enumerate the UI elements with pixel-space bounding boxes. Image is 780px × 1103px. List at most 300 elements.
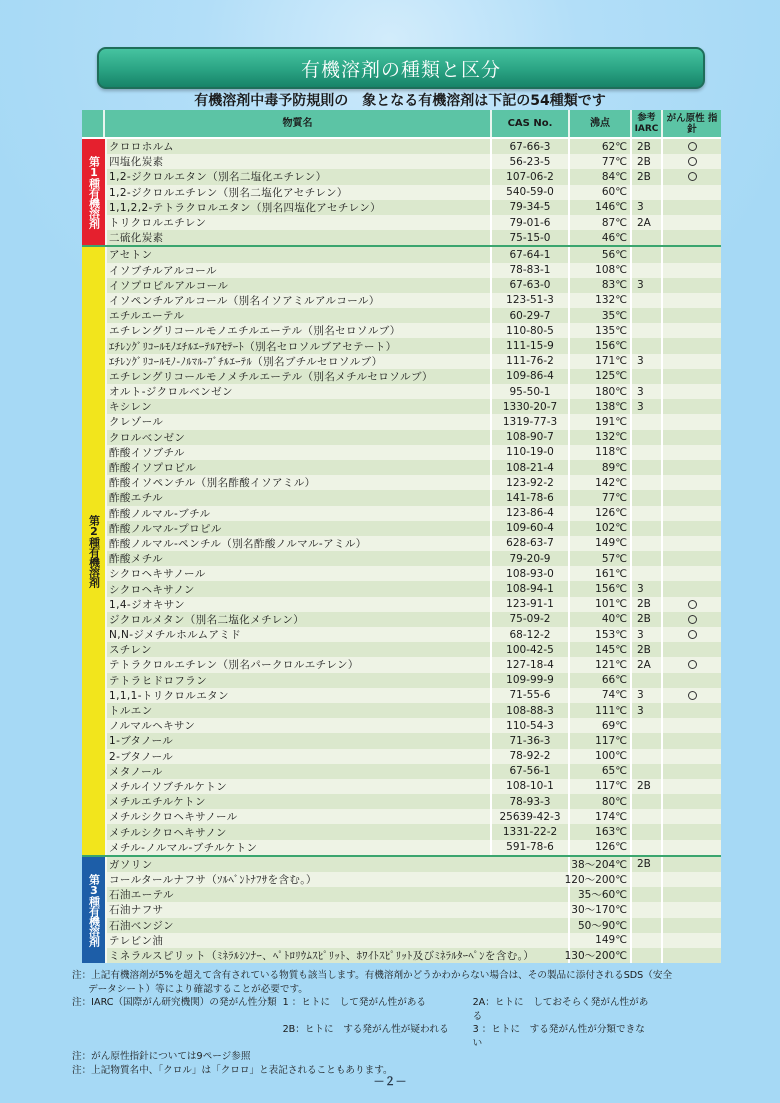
boiling-point: 126℃ — [570, 840, 632, 855]
table-row — [107, 430, 721, 445]
table-row — [107, 857, 721, 872]
guideline-cell — [663, 551, 721, 566]
substance-name: メチルシクロヘキサノン — [107, 824, 492, 839]
guideline-cell — [663, 657, 721, 672]
substance-name: 1,1,1-トリクロルエタン — [107, 688, 492, 703]
guideline-cell — [663, 824, 721, 839]
boiling-point: 83℃ — [570, 278, 632, 293]
guideline-cell — [663, 490, 721, 505]
boiling-point: 132℃ — [570, 293, 632, 308]
substance-name: 酢酸イソペンチル（別名酢酸イソアミル） — [107, 475, 492, 490]
cas-number: 123-91-1 — [492, 597, 570, 612]
guideline-cell — [663, 475, 721, 490]
substance-name: 石油ベンジン — [107, 918, 570, 933]
iarc-class — [632, 521, 663, 536]
substance-name: オルト-ジクロルベンゼン — [107, 384, 492, 399]
cas-number: 67-64-1 — [492, 247, 570, 262]
cas-number: 111-76-2 — [492, 354, 570, 369]
guideline-cell — [663, 673, 721, 688]
guideline-cell — [663, 902, 721, 917]
substance-name: 2-ブタノール — [107, 749, 492, 764]
header-cas: CAS No. — [492, 110, 570, 137]
iarc-class — [632, 840, 663, 855]
substance-name: ミネラルスピリット（ﾐﾈﾗﾙｼﾝﾅｰ、ﾍﾟﾄﾛﾘｳﾑｽﾋﾟﾘｯﾄ、ﾎﾜｲﾄｽﾋﾟﾘｯﾄ及びﾐﾈﾗﾙﾀｰﾍﾟﾝを含む。） — [107, 948, 570, 963]
boiling-point: 69℃ — [570, 718, 632, 733]
table-row — [107, 733, 721, 748]
guideline-cell — [663, 247, 721, 262]
header-guideline: がん原性 指針 — [666, 112, 718, 135]
cas-number: 108-90-7 — [492, 430, 570, 445]
table-row — [107, 824, 721, 839]
cas-number: 108-21-4 — [492, 460, 570, 475]
cas-number: 109-99-9 — [492, 673, 570, 688]
substance-name: シクロヘキサノン — [107, 581, 492, 596]
category-label: 第1種有機溶剤 — [82, 139, 105, 245]
boiling-point: 38～204℃ — [570, 857, 632, 872]
cas-number: 100-42-5 — [492, 642, 570, 657]
guideline-cell — [663, 597, 721, 612]
table-row — [107, 323, 721, 338]
substance-name: メタノール — [107, 764, 492, 779]
iarc-class — [632, 460, 663, 475]
substance-name: イソプロピルアルコール — [107, 278, 492, 293]
boiling-point: 50～90℃ — [570, 918, 632, 933]
iarc-class — [632, 506, 663, 521]
boiling-point: 117℃ — [570, 779, 632, 794]
table-row — [107, 551, 721, 566]
substance-name: コールタールナフサ（ｿﾙﾍﾞﾝﾄﾅﾌｻを含む。） — [107, 872, 570, 887]
iarc-class — [632, 475, 663, 490]
category-label: 第2種有機溶剤 — [82, 247, 105, 855]
boiling-point: 101℃ — [570, 597, 632, 612]
table-row — [107, 384, 721, 399]
iarc-class — [632, 733, 663, 748]
table-row — [107, 369, 721, 384]
iarc-class — [632, 902, 663, 917]
boiling-point: 117℃ — [570, 733, 632, 748]
page-number: －２－ — [373, 1075, 407, 1088]
solvent-group-3 — [82, 855, 721, 963]
boiling-point: 80℃ — [570, 794, 632, 809]
boiling-point: 156℃ — [570, 581, 632, 596]
boiling-point: 74℃ — [570, 688, 632, 703]
table-row — [107, 597, 721, 612]
circle-mark-icon — [688, 600, 697, 609]
table-row — [107, 764, 721, 779]
table-row — [107, 642, 721, 657]
iarc-class — [632, 293, 663, 308]
table-row — [107, 688, 721, 703]
circle-mark-icon — [688, 142, 697, 151]
substance-name: クレゾール — [107, 414, 492, 429]
guideline-cell — [663, 200, 721, 215]
title-banner — [97, 47, 705, 89]
table-row — [107, 948, 721, 963]
boiling-point: 174℃ — [570, 809, 632, 824]
cas-number: 591-78-6 — [492, 840, 570, 855]
iarc-class — [632, 308, 663, 323]
iarc-class — [632, 430, 663, 445]
guideline-cell — [663, 536, 721, 551]
cas-number: 95-50-1 — [492, 384, 570, 399]
substance-name: 1,2-ジクロルエチレン（別名二塩化アセチレン） — [107, 185, 492, 200]
boiling-point: 40℃ — [570, 612, 632, 627]
boiling-point: 60℃ — [570, 185, 632, 200]
table-body — [82, 139, 721, 963]
boiling-point: 130～200℃ — [570, 948, 632, 963]
substance-name: N,N-ジメチルホルムアミド — [107, 627, 492, 642]
substance-name: ジクロルメタン（別名二塩化メチレン） — [107, 612, 492, 627]
cas-number: 78-83-1 — [492, 263, 570, 278]
header-boiling-point: 沸点 — [570, 110, 632, 137]
iarc-class — [632, 872, 663, 887]
table-row — [107, 703, 721, 718]
substance-name: メチルイソブチルケトン — [107, 779, 492, 794]
substance-name: 1,4-ジオキサン — [107, 597, 492, 612]
group-rows — [107, 247, 721, 855]
cas-number: 1331-22-2 — [492, 824, 570, 839]
table-row — [107, 169, 721, 184]
guideline-cell — [663, 521, 721, 536]
notes — [72, 969, 752, 1077]
iarc-class-2a: 2A：ヒトに しておそらく発がん性がある — [472, 997, 649, 1022]
table-row — [107, 536, 721, 551]
cas-number: 127-18-4 — [492, 657, 570, 672]
boiling-point: 102℃ — [570, 521, 632, 536]
table-row — [107, 230, 721, 245]
iarc-class — [632, 369, 663, 384]
iarc-class — [632, 323, 663, 338]
iarc-class: 2A — [632, 657, 663, 672]
table-row — [107, 566, 721, 581]
boiling-point: 77℃ — [570, 490, 632, 505]
boiling-point: 100℃ — [570, 749, 632, 764]
iarc-class — [632, 718, 663, 733]
guideline-cell — [663, 460, 721, 475]
guideline-cell — [663, 323, 721, 338]
table-row — [107, 475, 721, 490]
boiling-point: 84℃ — [570, 169, 632, 184]
cas-number: 110-19-0 — [492, 445, 570, 460]
iarc-class: 3 — [632, 688, 663, 703]
guideline-cell — [663, 414, 721, 429]
guideline-cell — [663, 338, 721, 353]
guideline-cell — [663, 399, 721, 414]
table-row — [107, 460, 721, 475]
iarc-class — [632, 673, 663, 688]
cas-number: 108-88-3 — [492, 703, 570, 718]
header-name: 物質名 — [105, 110, 492, 137]
guideline-cell — [663, 703, 721, 718]
cas-number: 71-36-3 — [492, 733, 570, 748]
guideline-cell — [663, 809, 721, 824]
iarc-class — [632, 338, 663, 353]
guideline-cell — [663, 948, 721, 963]
substance-name: 1-ブタノール — [107, 733, 492, 748]
table-row — [107, 749, 721, 764]
iarc-class — [632, 566, 663, 581]
table-row — [107, 399, 721, 414]
cas-number: 628-63-7 — [492, 536, 570, 551]
guideline-cell — [663, 139, 721, 154]
boiling-point: 65℃ — [570, 764, 632, 779]
table-row — [107, 809, 721, 824]
cas-number: 1330-20-7 — [492, 399, 570, 414]
boiling-point: 146℃ — [570, 200, 632, 215]
guideline-cell — [663, 230, 721, 245]
table-row — [107, 902, 721, 917]
iarc-class — [632, 536, 663, 551]
boiling-point: 161℃ — [570, 566, 632, 581]
header-category — [82, 110, 105, 137]
iarc-class — [632, 185, 663, 200]
circle-mark-icon — [688, 660, 697, 669]
boiling-point: 138℃ — [570, 399, 632, 414]
boiling-point: 132℃ — [570, 430, 632, 445]
substance-name: テトラヒドロフラン — [107, 673, 492, 688]
table-row — [107, 263, 721, 278]
table-row — [107, 840, 721, 855]
table-row — [107, 354, 721, 369]
cas-number: 108-94-1 — [492, 581, 570, 596]
guideline-cell — [663, 718, 721, 733]
substance-name: ノルマルヘキサン — [107, 718, 492, 733]
cas-number: 79-34-5 — [492, 200, 570, 215]
iarc-class — [632, 263, 663, 278]
cas-number: 107-06-2 — [492, 169, 570, 184]
substance-name: アセトン — [107, 247, 492, 262]
substance-name: トルエン — [107, 703, 492, 718]
substance-name: クロロホルム — [107, 139, 492, 154]
cas-number: 67-63-0 — [492, 278, 570, 293]
substance-name: 酢酸ノルマル-プロピル — [107, 521, 492, 536]
boiling-point: 125℃ — [570, 369, 632, 384]
guideline-cell — [663, 688, 721, 703]
table-row — [107, 215, 721, 230]
cas-number: 78-92-2 — [492, 749, 570, 764]
iarc-class-2b: 2B：ヒトに する発がん性が疑われる — [282, 1024, 449, 1035]
table-row — [107, 887, 721, 902]
header-iarc: 参考 IARC — [632, 110, 663, 137]
guideline-cell — [663, 887, 721, 902]
table-row — [107, 933, 721, 948]
note-sds-cont: データシート）等により確認することが必要です。 — [88, 983, 308, 995]
cas-number: 109-60-4 — [492, 521, 570, 536]
table-row — [107, 293, 721, 308]
table-row — [107, 718, 721, 733]
guideline-cell — [663, 581, 721, 596]
guideline-cell — [663, 918, 721, 933]
circle-mark-icon — [688, 157, 697, 166]
substance-name: シクロヘキサノール — [107, 566, 492, 581]
guideline-cell — [663, 278, 721, 293]
substance-name: エチレングリコールモノエチルエーテル（別名セロソルブ） — [107, 323, 492, 338]
iarc-class — [632, 918, 663, 933]
cas-number: 67-66-3 — [492, 139, 570, 154]
cas-number: 123-92-2 — [492, 475, 570, 490]
subtitle: 有機溶剤中毒予防規則の 象となる有機溶剤は下記の54種類です — [194, 93, 606, 109]
iarc-class: 3 — [632, 278, 663, 293]
substance-name: 酢酸ノルマル-ブチル — [107, 506, 492, 521]
guideline-cell — [663, 384, 721, 399]
boiling-point: 56℃ — [570, 247, 632, 262]
cas-number: 79-20-9 — [492, 551, 570, 566]
guideline-cell — [663, 430, 721, 445]
boiling-point: 156℃ — [570, 338, 632, 353]
iarc-class: 3 — [632, 399, 663, 414]
substance-name: テトラクロルエチレン（別名パークロルエチレン） — [107, 657, 492, 672]
cas-number: 108-93-0 — [492, 566, 570, 581]
cas-number: 75-09-2 — [492, 612, 570, 627]
guideline-cell — [663, 794, 721, 809]
table-row — [107, 918, 721, 933]
substance-name: イソブチルアルコール — [107, 263, 492, 278]
iarc-class: 2B — [632, 597, 663, 612]
table-row — [107, 612, 721, 627]
iarc-class: 2B — [632, 779, 663, 794]
iarc-classification-grid — [283, 996, 653, 1050]
boiling-point: 46℃ — [570, 230, 632, 245]
guideline-cell — [663, 154, 721, 169]
boiling-point: 191℃ — [570, 414, 632, 429]
iarc-class — [632, 445, 663, 460]
table-row — [107, 673, 721, 688]
iarc-class — [632, 764, 663, 779]
guideline-cell — [663, 263, 721, 278]
iarc-class: 3 — [632, 200, 663, 215]
boiling-point: 142℃ — [570, 475, 632, 490]
table-header — [82, 110, 721, 139]
cas-number: 1319-77-3 — [492, 414, 570, 429]
guideline-cell — [663, 185, 721, 200]
boiling-point: 118℃ — [570, 445, 632, 460]
iarc-class — [632, 794, 663, 809]
boiling-point: 149℃ — [570, 933, 632, 948]
substance-name: メチル-ノルマル-ブチルケトン — [107, 840, 492, 855]
substance-name: 酢酸ノルマル-ペンチル（別名酢酸ノルマル-アミル） — [107, 536, 492, 551]
iarc-class: 2B — [632, 612, 663, 627]
solvent-table — [82, 110, 721, 963]
guideline-cell — [663, 354, 721, 369]
iarc-class — [632, 933, 663, 948]
boiling-point: 66℃ — [570, 673, 632, 688]
substance-name: エチルエーテル — [107, 308, 492, 323]
boiling-point: 35～60℃ — [570, 887, 632, 902]
iarc-class: 2B — [632, 139, 663, 154]
boiling-point: 163℃ — [570, 824, 632, 839]
cas-number: 79-01-6 — [492, 215, 570, 230]
iarc-class — [632, 809, 663, 824]
circle-mark-icon — [688, 630, 697, 639]
substance-name: 1,2-ジクロルエタン（別名二塩化エチレン） — [107, 169, 492, 184]
boiling-point: 180℃ — [570, 384, 632, 399]
table-row — [107, 490, 721, 505]
substance-name: 酢酸メチル — [107, 551, 492, 566]
iarc-class — [632, 948, 663, 963]
guideline-cell — [663, 733, 721, 748]
substance-name: メチルシクロヘキサノール — [107, 809, 492, 824]
boiling-point: 87℃ — [570, 215, 632, 230]
solvent-group-1 — [82, 139, 721, 245]
guideline-cell — [663, 857, 721, 872]
iarc-class: 2B — [632, 857, 663, 872]
table-row — [107, 278, 721, 293]
circle-mark-icon — [688, 615, 697, 624]
table-row — [107, 308, 721, 323]
guideline-cell — [663, 872, 721, 887]
table-row — [107, 200, 721, 215]
substance-name: 酢酸エチル — [107, 490, 492, 505]
iarc-class: 3 — [632, 627, 663, 642]
table-row — [107, 139, 721, 154]
iarc-class: 2B — [632, 642, 663, 657]
substance-name: エチレングリコールモノメチルエーテル（別名メチルセロソルブ） — [107, 369, 492, 384]
substance-name: ガソリン — [107, 857, 570, 872]
guideline-cell — [663, 779, 721, 794]
table-row — [107, 581, 721, 596]
iarc-class: 3 — [632, 703, 663, 718]
group-rows — [107, 857, 721, 963]
cas-number: 60-29-7 — [492, 308, 570, 323]
table-row — [107, 445, 721, 460]
boiling-point: 62℃ — [570, 139, 632, 154]
cas-number: 540-59-0 — [492, 185, 570, 200]
substance-name: ｴﾁﾚﾝｸﾞﾘｺｰﾙﾓﾉ-ﾉﾙﾏﾙ-ﾌﾞﾁﾙｴｰﾃﾙ（別名ブチルセロソルブ） — [107, 354, 492, 369]
table-row — [107, 657, 721, 672]
note-sds: 注：上記有機溶剤が5%を超えて含有されている物質も該当します。有機溶剤かどうかわからない場合は、その製品に添付されるSDS（安全 — [72, 970, 673, 981]
guideline-cell — [663, 749, 721, 764]
guideline-cell — [663, 293, 721, 308]
substance-name: スチレン — [107, 642, 492, 657]
table-row — [107, 779, 721, 794]
table-row — [107, 414, 721, 429]
substance-name: メチルエチルケトン — [107, 794, 492, 809]
table-row — [107, 154, 721, 169]
table-row — [107, 627, 721, 642]
solvent-group-2 — [82, 245, 721, 855]
guideline-cell — [663, 169, 721, 184]
guideline-cell — [663, 369, 721, 384]
table-row — [107, 247, 721, 262]
boiling-point: 171℃ — [570, 354, 632, 369]
guideline-cell — [663, 642, 721, 657]
iarc-class: 3 — [632, 384, 663, 399]
substance-name: 二硫化炭素 — [107, 230, 492, 245]
guideline-cell — [663, 506, 721, 521]
guideline-cell — [663, 215, 721, 230]
guideline-cell — [663, 612, 721, 627]
boiling-point: 35℃ — [570, 308, 632, 323]
substance-name: テレビン油 — [107, 933, 570, 948]
iarc-class — [632, 551, 663, 566]
iarc-class — [632, 749, 663, 764]
iarc-class — [632, 490, 663, 505]
table-row — [107, 794, 721, 809]
iarc-class — [632, 887, 663, 902]
guideline-cell — [663, 308, 721, 323]
boiling-point: 108℃ — [570, 263, 632, 278]
guideline-cell — [663, 933, 721, 948]
circle-mark-icon — [688, 172, 697, 181]
circle-mark-icon — [688, 691, 697, 700]
boiling-point: 77℃ — [570, 154, 632, 169]
iarc-class: 3 — [632, 581, 663, 596]
substance-name: クロルベンゼン — [107, 430, 492, 445]
substance-name: 1,1,2,2-テトラクロルエタン（別名四塩化アセチレン） — [107, 200, 492, 215]
guideline-cell — [663, 445, 721, 460]
cas-number: 56-23-5 — [492, 154, 570, 169]
cas-number: 110-54-3 — [492, 718, 570, 733]
